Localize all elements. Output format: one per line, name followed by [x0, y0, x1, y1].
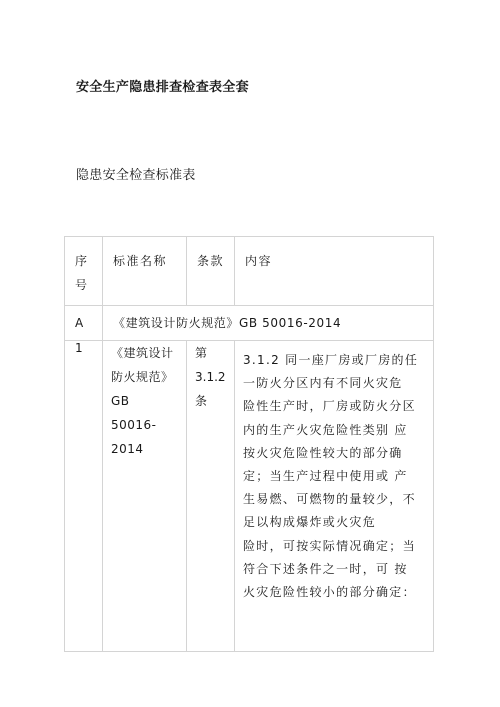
standard-name-line: 《建筑设计 [111, 346, 174, 360]
section-title: 隐患安全检查标准表 [76, 168, 196, 183]
clause-line: 3.1.2 [195, 370, 226, 384]
header-clause: 条款 [197, 254, 225, 268]
content-line: 符合下述条件之一时，可 按 [243, 561, 408, 576]
category-id-cell [65, 306, 103, 341]
document-title: 安全生产隐患排查检查表全套 [76, 80, 249, 95]
item-content [235, 341, 433, 604]
hazard-check-table [64, 236, 434, 652]
header-cell-standard-name [103, 237, 187, 306]
clause-line: 第 [195, 346, 208, 360]
content-line: 内的生产火灾危险性类别 应 [243, 422, 408, 437]
item-number: 1 [75, 341, 83, 355]
standard-name-line: 50016-2014 [111, 418, 157, 456]
content-line: 按火灾危险性较大的部分确 [243, 445, 403, 460]
category-standard: 《建筑设计防火规范》GB 50016-2014 [113, 316, 342, 330]
content-line: 足以构成爆炸或火灾危 [243, 515, 377, 530]
header-content: 内容 [245, 254, 273, 268]
item-standard-name [103, 341, 186, 461]
header-cell-clause [187, 237, 235, 306]
header-cell-number [65, 237, 103, 306]
table-header-row [65, 237, 434, 306]
header-standard-name: 标准名称 [113, 254, 168, 268]
item-number-cell [65, 341, 103, 652]
standard-name-line: GB [111, 394, 130, 408]
item-content-cell [235, 341, 434, 652]
header-cell-content [235, 237, 434, 306]
content-line: 险性生产时，厂房或防火分区 [243, 399, 416, 414]
item-clause-cell [187, 341, 235, 652]
standard-name-line: 防火规范》 [111, 370, 174, 384]
table-row-item-1 [65, 341, 434, 652]
category-id: A [75, 316, 84, 330]
content-line: 3.1.2 同一座厂房或厂房的任 [243, 353, 419, 367]
clause-line: 条 [195, 394, 208, 408]
content-line: 火灾危险性较小的部分确定： [243, 585, 416, 600]
content-line: 生易燃、可燃物的量较少，不 [243, 492, 416, 507]
item-standard-name-cell [103, 341, 187, 652]
item-clause [187, 341, 234, 413]
category-standard-cell [103, 306, 434, 341]
content-line: 一防火分区内有不同火灾危 [243, 376, 403, 391]
header-number: 序号 [75, 254, 89, 292]
table-row-category-a [65, 306, 434, 341]
content-line: 定；当生产过程中使用或 产 [243, 469, 408, 484]
content-line: 险时，可按实际情况确定；当 [243, 538, 416, 553]
